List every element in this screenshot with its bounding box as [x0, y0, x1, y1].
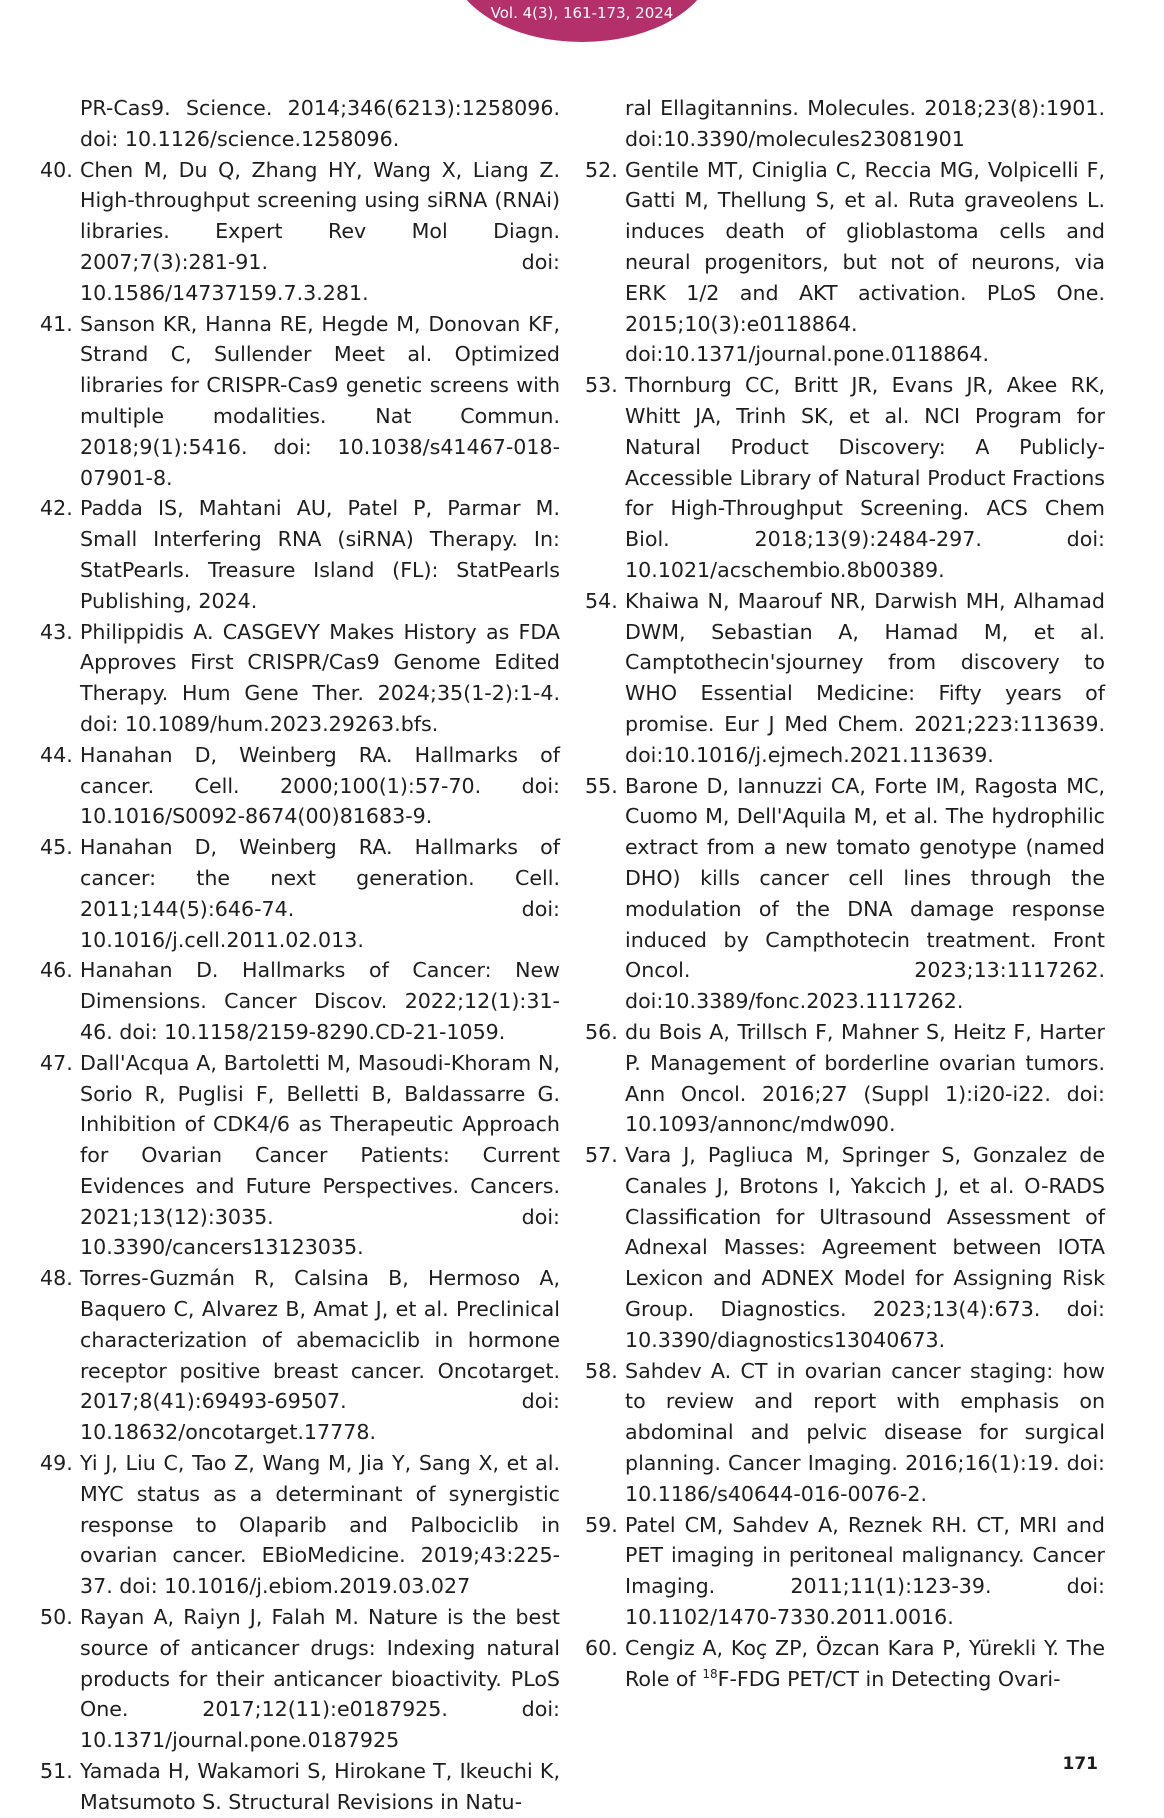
- journal-volume-info: Vol. 4(3), 161-173, 2024: [490, 4, 674, 22]
- reference-item: [40, 955, 560, 1047]
- reference-number: 47.: [40, 1050, 73, 1075]
- reference-item: [40, 617, 560, 740]
- reference-text: Sahdev A. CT in ovarian cancer staging: how to review and report with emphasis on abdominal and pelvic disease for surgical planning. Cancer Imaging. 2016;16(1):19. doi: 10.1186/s40644-016-0076-2.: [625, 1358, 1105, 1506]
- reference-item: [40, 1756, 560, 1818]
- reference-number: 45.: [40, 835, 73, 860]
- reference-number: 44.: [40, 742, 73, 767]
- reference-text: Dall'Acqua A, Bartoletti M, Masoudi-Khoram N, Sorio R, Puglisi F, Belletti B, Baldassarre G. Inhibition of CDK4/6 as Therapeutic Approach for Ovarian Cancer Patients: Current Evidences and Future Perspectives. Cancers. 2021;13(12):3035. doi: 10.3390/cancers13123035.: [80, 1050, 560, 1260]
- reference-item: [585, 586, 1105, 771]
- reference-number: 58.: [585, 1358, 618, 1383]
- reference-item: [40, 1048, 560, 1264]
- reference-text-end: F-FDG PET/CT in Detecting Ovari-: [717, 1666, 1061, 1691]
- reference-text: Gentile MT, Ciniglia C, Reccia MG, Volpicelli F, Gatti M, Thellung S, et al. Ruta graveolens L. induces death of glioblastoma cells and neural progenitors, but not of neurons, via ERK 1/2 and AKT activation. PLoS One. 2015;10(3):e0118864. doi:10.1371/journal.pone.0118864.: [625, 157, 1105, 367]
- reference-continuation: ral Ellagitannins. Molecules. 2018;23(8):1901. doi:10.3390/molecules23081901: [625, 96, 1105, 151]
- reference-number: 46.: [40, 958, 73, 983]
- reference-item: [40, 493, 560, 616]
- reference-number: 60.: [585, 1635, 618, 1660]
- reference-text: Hanahan D. Hallmarks of Cancer: New Dimensions. Cancer Discov. 2022;12(1):31-46. doi: 10.1158/2159-8290.CD-21-1059.: [80, 958, 560, 1044]
- reference-number: 51.: [40, 1759, 73, 1784]
- reference-item: [585, 1633, 1105, 1695]
- reference-item: [585, 155, 1105, 371]
- reference-item: [40, 155, 560, 309]
- reference-number: 40.: [40, 157, 73, 182]
- reference-text-start: Cengiz A, Koç ZP, Özcan Kara P, Yürekli Y. The Role of: [625, 1635, 1105, 1691]
- reference-text: Padda IS, Mahtani AU, Patel P, Parmar M. Small Interfering RNA (siRNA) Therapy. In: StatPearls. Treasure Island (FL): StatPearls Publishing, 2024.: [80, 496, 560, 613]
- reference-text: Vara J, Pagliuca M, Springer S, Gonzalez de Canales J, Brotons I, Yakcich J, et al. O-RADS Classification for Ultrasound Assessment of Adnexal Masses: Agreement between IOTA Lexicon and ADNEX Model for Assigning Risk Group. Diagnostics. 2023;13(4):673. doi: 10.3390/diagnostics13040673.: [625, 1143, 1105, 1352]
- reference-text: Chen M, Du Q, Zhang HY, Wang X, Liang Z. High-throughput screening using siRNA (RNAi) libraries. Expert Rev Mol Diagn. 2007;7(3):281-91. doi: 10.1586/14737159.7.3.281.: [80, 157, 560, 305]
- reference-number: 54.: [585, 588, 618, 613]
- reference-item: [40, 832, 560, 955]
- reference-number: 59.: [585, 1512, 618, 1537]
- reference-number: 41.: [40, 311, 73, 336]
- reference-text: Philippidis A. CASGEVY Makes History as FDA Approves First CRISPR/Cas9 Genome Edited Therapy. Hum Gene Ther. 2024;35(1-2):1-4. doi: 10.1089/hum.2023.29263.bfs.: [80, 619, 560, 736]
- page-number: 171: [1062, 1754, 1098, 1774]
- reference-text: Barone D, Iannuzzi CA, Forte IM, Ragosta MC, Cuomo M, Dell'Aquila M, et al. The hydrophilic extract from a new tomato genotype (named DHO) kills cancer cell lines through the modulation of the DNA damage response induced by Campthotecin treatment. Front Oncol. 2023;13:1117262. doi:10.3389/fonc.2023.1117262.: [625, 773, 1105, 1014]
- reference-item: [585, 1510, 1105, 1633]
- reference-number: 52.: [585, 157, 618, 182]
- reference-text: [625, 1633, 1105, 1695]
- reference-item: [585, 1140, 1105, 1356]
- reference-number: 42.: [40, 496, 73, 521]
- reference-text: Yamada H, Wakamori S, Hirokane T, Ikeuchi K, Matsumoto S. Structural Revisions in Natu-: [80, 1759, 560, 1814]
- reference-text: Torres-Guzmán R, Calsina B, Hermoso A, Baquero C, Alvarez B, Amat J, et al. Preclinical characterization of abemaciclib in hormone receptor positive breast cancer. Oncotarget. 2017;8(41):69493-69507. doi: 10.18632/oncotarget.17778.: [80, 1266, 560, 1445]
- reference-continuation: PR-Cas9. Science. 2014;346(6213):1258096. doi: 10.1126/science.1258096.: [80, 96, 560, 151]
- reference-text: Yi J, Liu C, Tao Z, Wang M, Jia Y, Sang X, et al. MYC status as a determinant of synergistic response to Olaparib and Palbociclib in ovarian cancer. EBioMedicine. 2019;43:225-37. doi: 10.1016/j.ebiom.2019.03.027: [80, 1451, 560, 1599]
- reference-number: 55.: [585, 773, 618, 798]
- reference-number: 49.: [40, 1451, 73, 1476]
- left-column: [40, 93, 560, 1818]
- reference-item: [40, 1263, 560, 1448]
- reference-item: [585, 771, 1105, 1017]
- reference-number: 56.: [585, 1019, 618, 1044]
- reference-number: 53.: [585, 373, 618, 398]
- reference-item: [585, 1356, 1105, 1510]
- reference-text: Thornburg CC, Britt JR, Evans JR, Akee RK, Whitt JA, Trinh SK, et al. NCI Program for Natural Product Discovery: A Publicly-Accessible Library of Natural Product Fractions for High-Throughput Screening. ACS Chem Biol. 2018;13(9):2484-297. doi: 10.1021/acschembio.8b00389.: [625, 373, 1105, 582]
- reference-text: Hanahan D, Weinberg RA. Hallmarks of cancer: the next generation. Cell. 2011;144(5):646-74. doi: 10.1016/j.cell.2011.02.013.: [80, 835, 560, 952]
- reference-text: Hanahan D, Weinberg RA. Hallmarks of cancer. Cell. 2000;100(1):57-70. doi: 10.1016/S0092-8674(00)81683-9.: [80, 742, 560, 829]
- reference-text: du Bois A, Trillsch F, Mahner S, Heitz F, Harter P. Management of borderline ovarian tumors. Ann Oncol. 2016;27 (Suppl 1):i20-i22. doi: 10.1093/annonc/mdw090.: [625, 1019, 1105, 1137]
- reference-item: [40, 1448, 560, 1602]
- reference-number: 48.: [40, 1266, 73, 1291]
- reference-item: [585, 370, 1105, 586]
- reference-text: Patel CM, Sahdev A, Reznek RH. CT, MRI and PET imaging in peritoneal malignancy. Cancer Imaging. 2011;11(1):123-39. doi: 10.1102/1470-7330.2011.0016.: [625, 1512, 1105, 1630]
- reference-item: [40, 1602, 560, 1756]
- reference-number: 57.: [585, 1143, 618, 1168]
- reference-number: 50.: [40, 1605, 73, 1630]
- reference-text: Sanson KR, Hanna RE, Hegde M, Donovan KF, Strand C, Sullender Meet al. Optimized libraries for CRISPR-Cas9 genetic screens with multiple modalities. Nat Commun. 2018;9(1):5416. doi: 10.1038/s41467-018-07901-8.: [80, 311, 560, 490]
- reference-number: 43.: [40, 619, 73, 644]
- right-column: [585, 93, 1105, 1694]
- reference-text: Rayan A, Raiyn J, Falah M. Nature is the best source of anticancer drugs: Indexing natural products for their anticancer bioactivity. PLoS One. 2017;12(11):e0187925. doi: 10.1371/journal.pone.0187925: [80, 1605, 560, 1753]
- reference-item: [40, 309, 560, 494]
- reference-item: [40, 740, 560, 832]
- reference-item: [585, 1017, 1105, 1140]
- isotope-superscript: 18: [702, 1666, 718, 1681]
- reference-text: Khaiwa N, Maarouf NR, Darwish MH, Alhamad DWM, Sebastian A, Hamad M, et al. Camptothecin'sjourney from discovery to WHO Essential Medicine: Fifty years of promise. Eur J Med Chem. 2021;223:113639. doi:10.1016/j.ejmech.2021.113639.: [625, 588, 1105, 767]
